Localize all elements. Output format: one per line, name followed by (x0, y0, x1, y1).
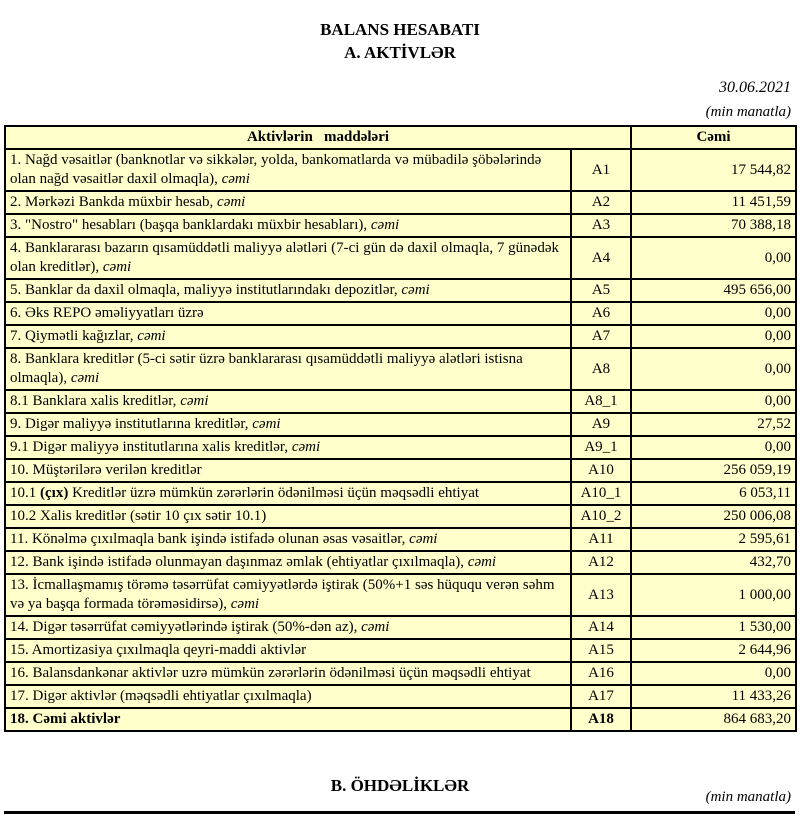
row-code: A9_1 (571, 436, 631, 459)
row-code: A14 (571, 616, 631, 639)
row-value: 0,00 (631, 348, 796, 390)
row-label: 13. İcmallaşmamış törəmə təsərrüfat cəmiyyətlərdə iştirak (50%+1 səs hüququ verən səhm və ya başqa formada törəməsidirsə), cəmi (5, 574, 571, 616)
row-value: 11 451,59 (631, 191, 796, 214)
table-row (5, 325, 796, 348)
row-label: 7. Qiymətli kağızlar, cəmi (5, 325, 571, 348)
row-value: 6 053,11 (631, 482, 796, 505)
row-label: 4. Banklararası bazarın qısamüddətli maliyyə alətləri (7-ci gün də daxil olmaqla, 7 günədək olan kreditlər), cəmi (5, 237, 571, 279)
row-value: 432,70 (631, 551, 796, 574)
row-label: 10.2 Xalis kreditlər (sətir 10 çıx sətir 10.1) (5, 505, 571, 528)
row-value: 0,00 (631, 390, 796, 413)
row-code: A11 (571, 528, 631, 551)
column-header-items: Aktivlərin maddələri (5, 126, 631, 149)
table-row (5, 708, 796, 731)
row-label: 14. Digər təsərrüfat cəmiyyətlərində iştirak (50%-dən az), cəmi (5, 616, 571, 639)
table-row (5, 237, 796, 279)
table-row (5, 551, 796, 574)
table-row (5, 616, 796, 639)
row-label: 9. Digər maliyyə institutlarına kreditlər, cəmi (5, 413, 571, 436)
assets-table-body (5, 149, 796, 731)
row-code: A10 (571, 459, 631, 482)
row-label: 12. Bank işində istifadə olunmayan daşınmaz əmlak (ehtiyatlar çıxılmaqla), cəmi (5, 551, 571, 574)
row-label: 18. Cəmi aktivlər (5, 708, 571, 731)
section-b-title: B. ÖHDƏLİKLƏR (330, 776, 470, 795)
row-value: 256 059,19 (631, 459, 796, 482)
row-code: A4 (571, 237, 631, 279)
table-row (5, 528, 796, 551)
next-table-top-border (4, 811, 795, 814)
table-row (5, 149, 796, 191)
unit-note-top: (min manatla) (705, 104, 791, 120)
table-row (5, 505, 796, 528)
table-row (5, 191, 796, 214)
table-row (5, 639, 796, 662)
table-row (5, 574, 796, 616)
row-value: 11 433,26 (631, 685, 796, 708)
row-code: A2 (571, 191, 631, 214)
row-label: 8. Banklara kreditlər (5-ci sətir üzrə banklararası qısamüddətli maliyyə alətləri istisna olmaqla), cəmi (5, 348, 571, 390)
row-label: 1. Nağd vəsaitlər (banknotlar və sikkələr, yolda, bankomatlarda və mübadilə şöbələrində olan nağd vəsaitlər daxil olmaqla), cəmi (5, 149, 571, 191)
assets-table (4, 125, 797, 732)
row-label: 10.1 (çıx) Kreditlər üzrə mümkün zərərlərin ödənilməsi üçün məqsədli ehtiyat (5, 482, 571, 505)
row-label: 2. Mərkəzi Bankda müxbir hesab, cəmi (5, 191, 571, 214)
row-value: 27,52 (631, 413, 796, 436)
table-row (5, 685, 796, 708)
section-a-title: A. AKTİVLƏR (344, 43, 456, 62)
row-code: A16 (571, 662, 631, 685)
row-code: A6 (571, 302, 631, 325)
row-code: A5 (571, 279, 631, 302)
row-code: A10_1 (571, 482, 631, 505)
row-value: 495 656,00 (631, 279, 796, 302)
row-code: A8_1 (571, 390, 631, 413)
unit-note-bottom: (min manatla) (705, 789, 791, 805)
row-label: 3. "Nostro" hesabları (başqa banklardakı müxbir hesabları), cəmi (5, 214, 571, 237)
row-value: 17 544,82 (631, 149, 796, 191)
row-label: 9.1 Digər maliyyə institutlarına xalis kreditlər, cəmi (5, 436, 571, 459)
table-header-row (5, 126, 796, 149)
table-row (5, 436, 796, 459)
row-label: 15. Amortizasiya çıxılmaqla qeyri-maddi aktivlər (5, 639, 571, 662)
row-label: 10. Müştərilərə verilən kreditlər (5, 459, 571, 482)
row-label: 5. Banklar da daxil olmaqla, maliyyə institutlarındakı depozitlər, cəmi (5, 279, 571, 302)
row-code: A13 (571, 574, 631, 616)
row-value: 1 530,00 (631, 616, 796, 639)
row-label: 8.1 Banklara xalis kreditlər, cəmi (5, 390, 571, 413)
table-row (5, 302, 796, 325)
row-value: 70 388,18 (631, 214, 796, 237)
table-row (5, 214, 796, 237)
table-row (5, 390, 796, 413)
row-code: A3 (571, 214, 631, 237)
row-label: 6. Əks REPO əməliyyatları üzrə (5, 302, 571, 325)
report-title: BALANS HESABATI (320, 20, 480, 39)
row-label: 17. Digər aktivlər (məqsədli ehtiyatlar çıxılmaqla) (5, 685, 571, 708)
row-code: A9 (571, 413, 631, 436)
row-code: A7 (571, 325, 631, 348)
row-label: 16. Balansdankənar aktivlər uzrə mümkün zərərlərin ödənilməsi üçün məqsədli ehtiyat (5, 662, 571, 685)
row-label: 11. Könəlmə çıxılmaqla bank işində istifadə olunan əsas vəsaitlər, cəmi (5, 528, 571, 551)
row-code: A17 (571, 685, 631, 708)
table-row (5, 662, 796, 685)
table-row (5, 413, 796, 436)
row-value: 0,00 (631, 662, 796, 685)
row-code: A8 (571, 348, 631, 390)
table-row (5, 459, 796, 482)
row-code: A18 (571, 708, 631, 731)
row-code: A12 (571, 551, 631, 574)
report-date: 30.06.2021 (719, 79, 791, 96)
row-value: 0,00 (631, 237, 796, 279)
row-value: 1 000,00 (631, 574, 796, 616)
row-value: 2 644,96 (631, 639, 796, 662)
table-row (5, 279, 796, 302)
row-value: 864 683,20 (631, 708, 796, 731)
column-header-total: Cəmi (631, 126, 796, 149)
row-value: 0,00 (631, 436, 796, 459)
table-row (5, 348, 796, 390)
table-row (5, 482, 796, 505)
row-value: 0,00 (631, 325, 796, 348)
row-value: 250 006,08 (631, 505, 796, 528)
row-code: A1 (571, 149, 631, 191)
row-value: 2 595,61 (631, 528, 796, 551)
document-title (0, 18, 800, 64)
row-code: A15 (571, 639, 631, 662)
row-code: A10_2 (571, 505, 631, 528)
row-value: 0,00 (631, 302, 796, 325)
